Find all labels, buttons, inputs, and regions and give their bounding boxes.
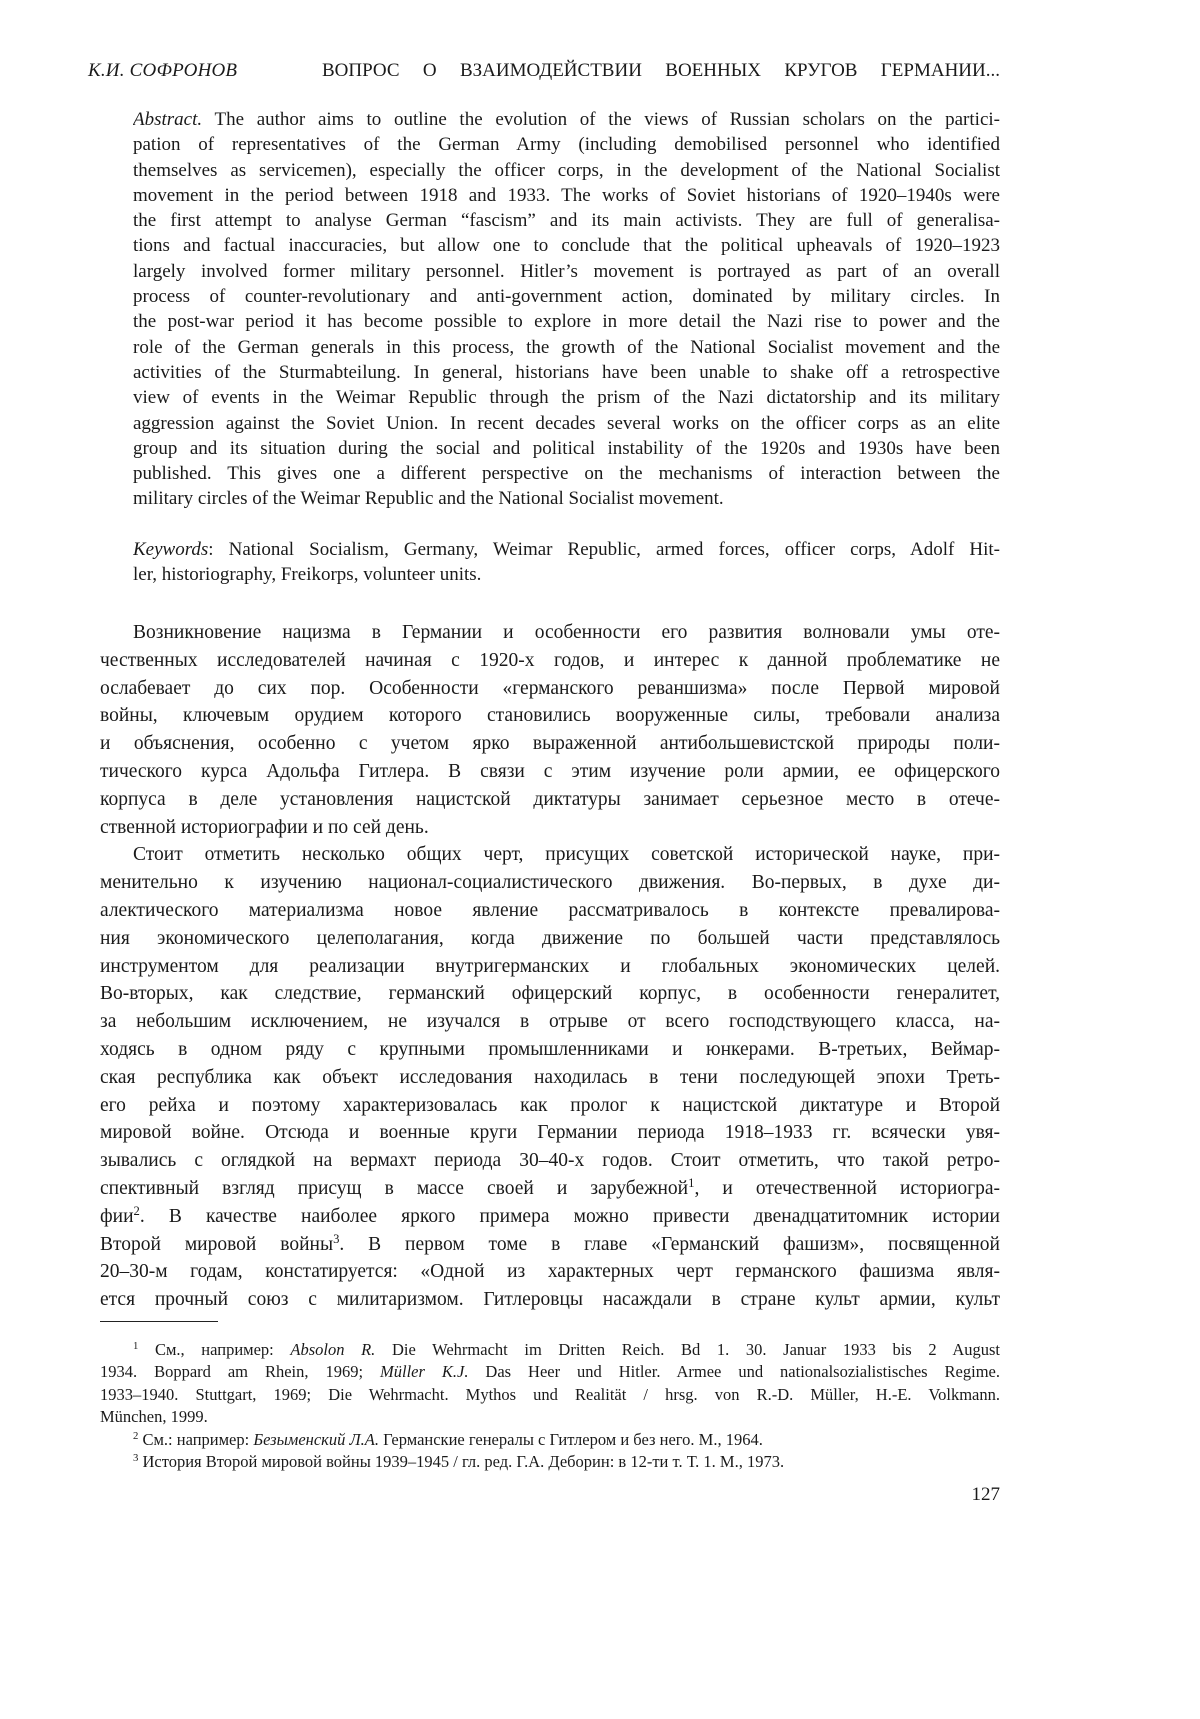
text-line	[100, 758, 1000, 786]
text-run: , и отечественной историогра-	[694, 1178, 1000, 1199]
text-run: movement in the period between 1918 and 1933. The works of Soviet historians of 1920–1940s were	[133, 185, 1000, 206]
text-run: Второй мировой войны	[100, 1234, 333, 1255]
text-line	[100, 980, 1000, 1008]
text-run: role of the German generals in this process, the growth of the National Socialist movement and the	[133, 337, 1000, 358]
text-run: тического курса Адольфа Гитлера. В связи с этим изучение роли армии, ее офицерского	[100, 761, 1000, 782]
text-line	[100, 1429, 1000, 1451]
text-line	[133, 107, 1000, 132]
text-run: Die Wehrmacht im Dritten Reich. Bd 1. 30. Januar 1933 bis 2 August	[375, 1340, 1000, 1359]
italic-text: Безыменский Л.А.	[253, 1430, 379, 1449]
running-header-title: ВОПРОС О ВЗАИМОДЕЙСТВИИ ВОЕННЫХ КРУГОВ ГЕРМАНИИ...	[322, 60, 1000, 82]
text-line	[100, 675, 1000, 703]
text-line	[133, 411, 1000, 436]
text-run: алектического материализма новое явление рассматривалось в контексте превалирова-	[100, 900, 1000, 921]
paragraph	[100, 841, 1000, 1314]
text-line	[133, 309, 1000, 334]
text-run: Возникновение нацизма в Германии и особенности его развития волновали умы оте-	[133, 622, 1000, 643]
text-run: спективный взгляд присущ в массе своей и зарубежной	[100, 1178, 688, 1199]
text-run: group and its situation during the social and political instability of the 1920s and 1930s have been	[133, 438, 1000, 459]
text-run: pation of representatives of the German Army (including demobilised personnel who identified	[133, 134, 1000, 155]
text-line	[133, 208, 1000, 233]
text-run: ственной историографии и по сей день.	[100, 817, 429, 838]
text-line	[133, 233, 1000, 258]
text-line	[100, 869, 1000, 897]
text-line	[100, 1119, 1000, 1147]
paragraph	[100, 1451, 1000, 1473]
text-run: the post-war period it has become possible to explore in more detail the Nazi rise to power and the	[133, 311, 1000, 332]
text-line	[100, 647, 1000, 675]
text-run: корпуса в деле установления нацистской диктатуры занимает серьезное место в отече-	[100, 789, 1000, 810]
paragraph	[100, 619, 1000, 841]
text-run: его рейха и поэтому характеризовалась как пролог к нацистской диктатуре и Второй	[100, 1095, 1000, 1116]
text-line	[133, 132, 1000, 157]
footnote-separator	[100, 1321, 218, 1322]
text-run: ская республика как объект исследования находилась в тени последующей эпохи Треть-	[100, 1067, 1000, 1088]
text-line	[100, 1036, 1000, 1064]
text-line	[100, 841, 1000, 869]
italic-text: Müller K.J.	[380, 1362, 468, 1381]
footnote-ref: 3	[133, 1452, 138, 1464]
text-line	[100, 1203, 1000, 1231]
text-line	[100, 1339, 1000, 1361]
text-line	[100, 1008, 1000, 1036]
text-run: Стоит отметить несколько общих черт, присущих советской исторической науке, при-	[133, 844, 1000, 865]
text-line	[133, 158, 1000, 183]
text-run: 1934. Boppard am Rhein, 1969;	[100, 1362, 380, 1381]
text-run: largely involved former military personnel. Hitler’s movement is portrayed as part of an overall	[133, 261, 1000, 282]
footnote-ref: 1	[133, 1340, 138, 1352]
text-run: История Второй мировой войны 1939–1945 / гл. ред. Г.А. Деборин: в 12-ти т. Т. 1. М., 1973.	[138, 1452, 784, 1471]
text-line	[100, 1064, 1000, 1092]
italic-text: Absolon R.	[290, 1340, 375, 1359]
text-run: : National Socialism, Germany, Weimar Republic, armed forces, officer corps, Adolf Hit-	[208, 539, 1000, 560]
text-run: ется прочный союз с милитаризмом. Гитлеровцы насаждали в стране культ армии, культ	[100, 1289, 1000, 1310]
footnote-ref: 2	[134, 1204, 140, 1218]
text-run: view of events in the Weimar Republic through the prism of the Nazi dictatorship and its military	[133, 387, 1000, 408]
text-run: за небольшим исключением, не изучался в отрыве от всего господствующего класса, на-	[100, 1011, 1000, 1032]
text-line	[100, 1286, 1000, 1314]
footnote-ref: 1	[688, 1176, 694, 1190]
text-run: фии	[100, 1206, 134, 1227]
running-header-author: К.И. СОФРОНОВ	[88, 60, 237, 82]
text-run: The author aims to outline the evolution of the views of Russian scholars on the partici-	[202, 109, 1000, 130]
text-run: published. This gives one a different perspective on the mechanisms of interaction between the	[133, 463, 1000, 484]
text-line	[100, 1361, 1000, 1383]
text-line	[133, 335, 1000, 360]
text-run: . В первом томе в главе «Германский фашизм», посвященной	[339, 1234, 1000, 1255]
keywords	[133, 537, 1000, 588]
text-line	[133, 284, 1000, 309]
page-number: 127	[972, 1484, 1001, 1506]
text-line	[133, 385, 1000, 410]
text-run: зывались с оглядкой на вермахт периода 30–40-х годов. Стоит отметить, что такой ретро-	[100, 1150, 1000, 1171]
text-line	[133, 183, 1000, 208]
footnotes	[100, 1339, 1000, 1473]
text-run: и объяснения, особенно с учетом ярко выраженной антибольшевистской природы поли-	[100, 733, 1000, 754]
text-run: aggression against the Soviet Union. In recent decades several works on the officer corps as an elite	[133, 413, 1000, 434]
text-line	[100, 702, 1000, 730]
text-run: См.: например:	[138, 1430, 253, 1449]
text-line	[133, 486, 1000, 511]
text-run: themselves as servicemen), especially the officer corps, in the development of the National Socialist	[133, 160, 1000, 181]
text-run: ослабевает до сих пор. Особенности «германского реваншизма» после Первой мировой	[100, 678, 1000, 699]
text-line	[100, 1147, 1000, 1175]
text-line	[100, 925, 1000, 953]
text-line	[100, 730, 1000, 758]
text-run: München, 1999.	[100, 1407, 208, 1426]
text-run: ходясь в одном ряду с крупными промышленниками и юнкерами. В-третьих, Веймар-	[100, 1039, 1000, 1060]
text-run: инструментом для реализации внутригерманских и глобальных экономических целей.	[100, 956, 1000, 977]
text-line	[133, 562, 1000, 587]
footnote-ref: 2	[133, 1430, 138, 1442]
text-run: activities of the Sturmabteilung. In general, historians have been unable to shake off a retrospective	[133, 362, 1000, 383]
text-line	[100, 1231, 1000, 1259]
footnote-ref: 3	[333, 1232, 339, 1246]
text-run: 20–30-м годам, констатируется: «Одной из характерных черт германского фашизма явля-	[100, 1261, 1000, 1282]
text-line	[100, 619, 1000, 647]
text-run: ния экономического целеполагания, когда движение по большей части представлялось	[100, 928, 1000, 949]
text-line	[100, 814, 1000, 842]
text-line	[133, 360, 1000, 385]
text-line	[100, 897, 1000, 925]
paragraph	[100, 1429, 1000, 1451]
text-run: мировой войне. Отсюда и военные круги Германии периода 1918–1933 гг. всячески увя-	[100, 1122, 1000, 1143]
abstract	[133, 107, 1000, 512]
text-line	[100, 1451, 1000, 1473]
text-run: См., например:	[138, 1340, 290, 1359]
text-line	[100, 1092, 1000, 1120]
text-run: Das Heer und Hitler. Armee und nationalsozialistisches Regime.	[468, 1362, 1000, 1381]
text-line	[100, 1384, 1000, 1406]
body-text	[100, 619, 1000, 1314]
italic-text: Abstract.	[133, 109, 202, 130]
paragraph	[100, 1339, 1000, 1429]
text-line	[100, 1175, 1000, 1203]
text-run: 1933–1940. Stuttgart, 1969; Die Wehrmacht. Mythos und Realität / hrsg. von R.-D. Müller, H.-E. Volkmann.	[100, 1385, 1000, 1404]
text-line	[133, 436, 1000, 461]
text-line	[133, 461, 1000, 486]
text-run: Во-вторых, как следствие, германский офицерский корпус, в особенности генералитет,	[100, 983, 1000, 1004]
text-line	[100, 1406, 1000, 1428]
text-line	[100, 953, 1000, 981]
text-line	[133, 537, 1000, 562]
text-line	[100, 786, 1000, 814]
text-run: менительно к изучению национал-социалистического движения. Во-первых, в духе ди-	[100, 872, 1000, 893]
text-run: войны, ключевым орудием которого становились вооруженные силы, требовали анализа	[100, 705, 1000, 726]
text-line	[100, 1258, 1000, 1286]
text-run: tions and factual inaccuracies, but allow one to conclude that the political upheavals of 1920–1923	[133, 235, 1000, 256]
text-run: the first attempt to analyse German “fascism” and its main activists. They are full of generalisa-	[133, 210, 1000, 231]
text-run: process of counter-revolutionary and anti-government action, dominated by military circles. In	[133, 286, 1000, 307]
text-run: ler, historiography, Freikorps, volunteer units.	[133, 564, 481, 585]
text-run: Германские генералы с Гитлером и без него. М., 1964.	[379, 1430, 763, 1449]
text-run: чественных исследователей начиная с 1920-х годов, и интерес к данной проблематике не	[100, 650, 1000, 671]
italic-text: Keywords	[133, 539, 208, 560]
text-run: . В качестве наиболее яркого примера можно привести двенадцатитомник истории	[140, 1206, 1000, 1227]
text-run: military circles of the Weimar Republic and the National Socialist movement.	[133, 488, 724, 509]
text-line	[133, 259, 1000, 284]
